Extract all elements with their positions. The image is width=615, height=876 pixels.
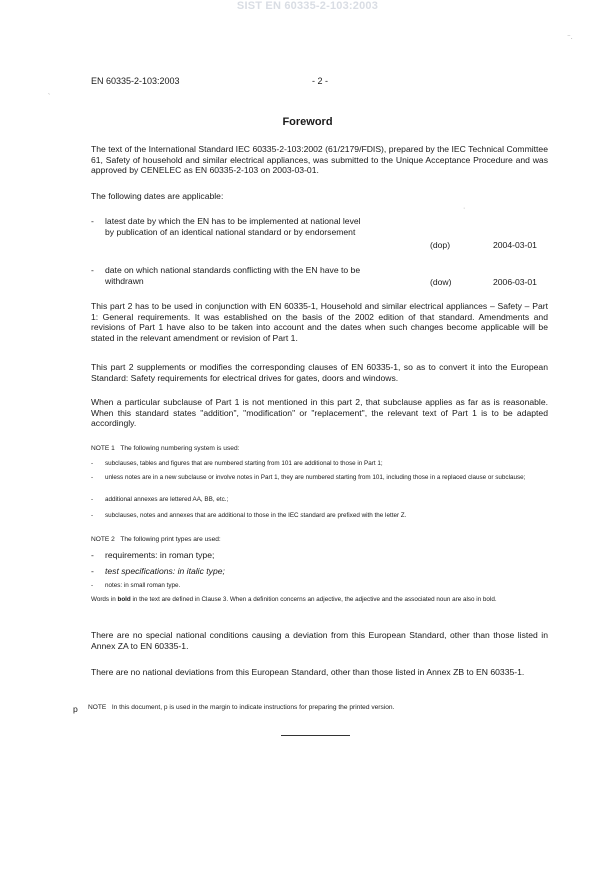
bold-words-note <box>91 596 548 604</box>
note-text: The following numbering system is used: <box>120 445 240 452</box>
scan-mark: ⁻. <box>567 34 573 41</box>
note-text: The following print types are used: <box>120 536 221 543</box>
page-number: - 2 - <box>312 76 329 86</box>
note-item-text: subclauses, notes and annexes that are additional to those in the IEC standard are prefixed with the letter Z. <box>105 512 407 519</box>
date-value: 2006-03-01 <box>493 277 537 287</box>
note1-heading <box>91 445 239 452</box>
national-deviations-paragraph: There are no national deviations from this European Standard, other than those listed in Annex ZB to EN 60335-1. <box>91 667 525 677</box>
date-item-text: latest date by which the EN has to be implemented at national level by publication of an identical national standard or by endorsement <box>105 216 361 237</box>
end-rule <box>281 735 350 736</box>
scan-mark: · <box>463 205 466 212</box>
watermark: SIST EN 60335-2-103:2003 <box>236 0 379 12</box>
document-code: EN 60335-2-103:2003 <box>91 76 180 86</box>
date-value: 2004-03-01 <box>493 240 537 250</box>
final-note <box>88 704 394 711</box>
note-item-text: subclauses, tables and figures that are numbered starting from 101 are additional to those in Part 1; <box>105 460 383 467</box>
list-dash: - <box>91 216 94 226</box>
part2-paragraph: This part 2 has to be used in conjunction with EN 60335-1, Household and similar electrical appliances – Safety – Part 1: General requirements. It was established on the basis of the 2002 edition of that standard. Amendments and revisions of Part 1 have also to be taken into account and the dates when such changes become applicable will be stated in the relevant amendment or revision of Part 1. <box>91 301 548 343</box>
note-item-text: unless notes are in a new subclause or involve notes in Part 1, they are numbered starting from 101, including those in a replaced clause or subclause; <box>105 474 526 481</box>
bold-word: bold <box>117 596 131 603</box>
document-page: SIST EN 60335-2-103:2003 ⁻. ˎ · EN 60335-2-103:2003 - 2 - Foreword The text of the International Standard IEC 60335-2-103:2002 (61/2179/FDIS), prepared by the IEC Technical Committee 61, Safety of household and similar electrical appliances, was submitted to the Unique Acceptance Procedure and was approved by CENELEC as EN 60335-2-103 on 2003-03-01. The following dates are applicable: - latest date by which the EN has to be implemented at national level by publication of an identical national standard or by endorsement (dop) 2004-03-01 - date on which national standards conflicting with the EN have to be withdrawn (dow) 2006-03-01 This part 2 has to be used in conjunction with EN 60335-1, Household and similar electrical appliances – Safety – Part 1: General requirements. It was established on the basis of the 2002 edition of that standard. Amendments and revisions of Part 1 have also to be taken into account and the dates when such changes become applicable will be stated in the relevant amendment or revision of Part 1. This part 2 supplements or modifies the corresponding clauses of EN 60335-1, so as to convert it into the European Standard: Safety requirements for electrical drives for gates, doors and windows. When a particular subclause of Part 1 is not mentioned in this part 2, that subclause applies as far as is reasonable. When this standard states "addition", "modification" or "replacement", the relevant text of Part 1 is to be adapted accordingly. NOTE 1 The following numbering system is used: - subclauses, tables and figures that are numbered starting from 101 are additional to those in Part 1; - unless notes are in a new subclause or involve notes in Part 1, they are numbered starting from 101, including those in a replaced clause or subclause; - additional annexes are lettered AA, BB, etc.; - subclauses, notes and annexes that are additional to those in the IEC standard are prefixed with the letter Z. NOTE 2 The following print types are used: - requirements: in roman type; - test specifications: in italic type; - notes: in small roman type. Words in bold in the text are defined in Clause 3. When a definition concerns an adjective, the adjective and the associated noun are also in bold. There are no special national conditions causing a deviation from this European Standard, other than those listed in Annex ZA to EN 60335-1. There are no national deviations from this European Standard, other than those listed in Annex ZB to EN 60335-1. p NOTE In this document, p is used in the margin to indicate instructions for preparing the printed version. <box>0 0 615 876</box>
intro-paragraph: The text of the International Standard IEC 60335-2-103:2002 (61/2179/FDIS), prepared by the IEC Technical Committee 61, Safety of household and similar electrical appliances, was submitted to the Unique Acceptance Procedure and was approved by CENELEC as EN 60335-2-103 on 2003-03-01. <box>91 144 548 176</box>
list-dash: - <box>91 265 94 275</box>
subclause-paragraph: When a particular subclause of Part 1 is not mentioned in this part 2, that subclause applies as far as is reasonable. When this standard states "addition", "modification" or "replacement", the relevant text of Part 1 is to be adapted accordingly. <box>91 397 548 429</box>
date-code: (dow) <box>430 277 452 287</box>
page-title: Foreword <box>282 116 333 128</box>
date-code: (dop) <box>430 240 451 250</box>
print-type-text: notes: in small roman type. <box>105 582 181 589</box>
print-type-text: test specifications: in italic type; <box>105 566 225 576</box>
note-item-text: additional annexes are lettered AA, BB, etc.; <box>105 496 229 503</box>
national-conditions-paragraph: There are no special national conditions causing a deviation from this European Standard, other than those listed in Annex ZA to EN 60335-1. <box>91 630 548 651</box>
supplements-paragraph: This part 2 supplements or modifies the corresponding clauses of EN 60335-1, so as to convert it into the European Standard: Safety requirements for electrical drives for gates, doors and windows. <box>91 362 548 383</box>
note-label: NOTE 1 <box>91 445 115 452</box>
date-item-text: date on which national standards conflicting with the EN have to be withdrawn <box>105 265 361 286</box>
bold-note-text: in the text are defined in Clause 3. When a definition concerns an adjective, the adjective and the associated noun are also in bold. <box>130 596 497 603</box>
note-text: In this document, p is used in the margin to indicate instructions for preparing the printed version. <box>111 704 395 711</box>
note-label: NOTE 2 <box>91 536 115 543</box>
note-label: NOTE <box>88 704 107 711</box>
dates-intro: The following dates are applicable: <box>91 191 224 201</box>
print-type-text: requirements: in roman type; <box>105 550 215 560</box>
note2-heading <box>91 536 221 543</box>
scan-mark: ˎ <box>48 88 51 95</box>
bold-note-text: Words in <box>91 596 118 603</box>
margin-marker: p <box>73 704 78 714</box>
